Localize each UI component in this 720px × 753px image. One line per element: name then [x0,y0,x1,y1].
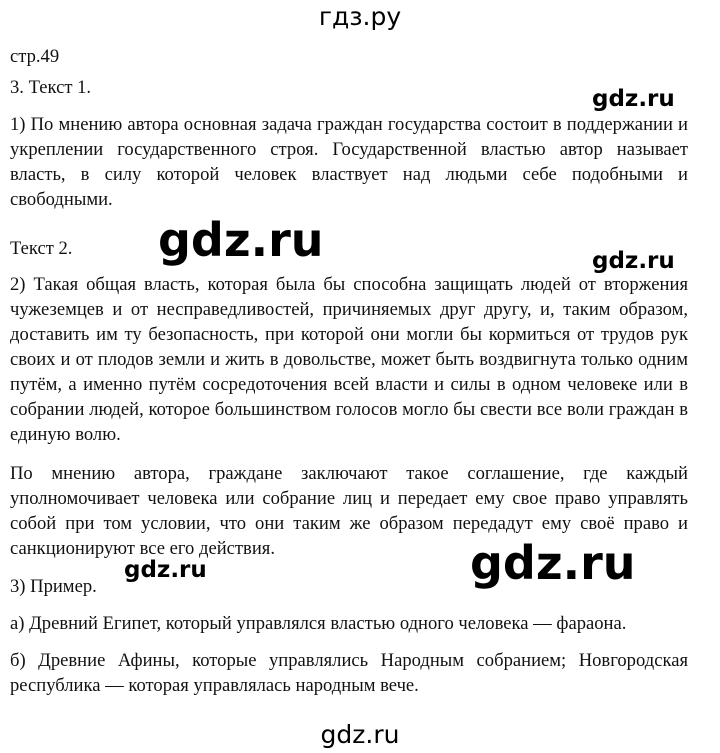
text1-answer-text: 1) По мнению автора основная задача граждан государства состоит в поддержании и укреплении государственного строя. Государственной властью автор называет власть, в силу которой человек властвует над людьми себе подобными и свободными. [10,114,688,210]
watermark-5: gdz.ru [470,536,636,590]
watermark-3: gdz.ru [592,248,675,274]
example-b-text: б) Древние Афины, которые управлялись Народным собранием; Новгородская республика — которая управлялась народным вече. [10,650,688,696]
text2-answer-text: 2) Такая общая власть, которая была бы способна защищать людей от вторжения чужеземцев и от несправедливостей, причиняемых друг другу, и, таким образом, доставить им ту безопасность, при которой они могли бы кормиться от трудов рук своих и от плодов земли и жить в довольстве, может быть воздвигнута только одним путём, а именно путём сосредоточения всей власти и силы в одном человеке или в собрании людей, которое большинством голосов могло бы свести все воли граждан в единую волю. [10,274,688,445]
text1-answer [10,112,688,212]
text2-heading: Текст 2. [10,238,73,259]
examples-heading: 3) Пример. [10,576,97,597]
header-watermark: гдз.ру [318,2,402,31]
text2-opinion-text: По мнению автора, граждане заключают такое соглашение, где каждый уполномочивает человека или собрание лиц и передает ему свое право управлять собой при том условии, что они таким же образом передадут ему своё право и санкционируют все его действия. [10,463,688,559]
example-b [10,648,688,698]
task-heading: 3. Текст 1. [10,77,92,98]
watermark-1: gdz.ru [592,86,675,112]
watermark-2: gdz.ru [158,213,324,267]
text2-answer [10,272,688,447]
watermark-4: gdz.ru [124,557,207,583]
page-reference: стр.49 [10,46,60,67]
footer-watermark: gdz.ru [320,720,400,749]
example-a: а) Древний Египет, который управлялся властью одного человека — фараона. [10,613,627,634]
